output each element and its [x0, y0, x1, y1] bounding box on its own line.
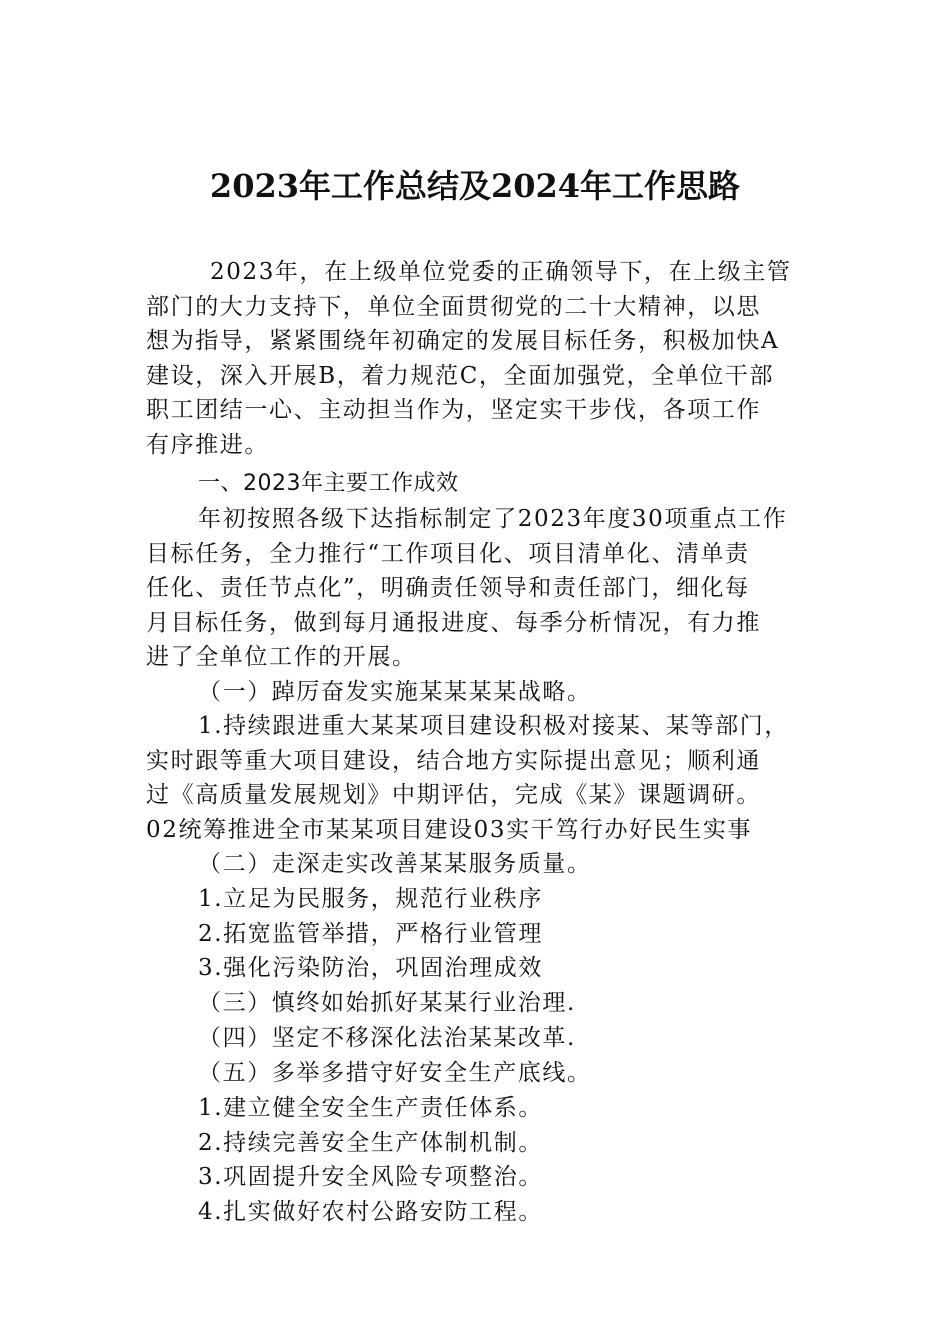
list-item: 3.强化污染防治，巩固治理成效 — [198, 955, 543, 982]
sub1-line: 1.持续跟进重大某某项目建设积极对接某、某等部门， — [198, 713, 789, 739]
document-title: 2023年工作总结及2024年工作思路 — [209, 167, 741, 205]
subsection-heading: （二）走深走实改善某某服务质量。 — [198, 851, 592, 877]
section-heading: 一、2023年主要工作成效 — [198, 471, 459, 496]
subsection-heading: （一）踔厉奋发实施某某某某战略。 — [198, 679, 592, 705]
sub1-line: 过《高质量发展规划》中期评估，完成《某》课题调研。 — [146, 782, 761, 809]
intro-line: 职工团结一心、主动担当作为，坚定实干步伐，各项工作 — [146, 397, 761, 424]
sub5-list — [198, 1091, 858, 1229]
section1-line: 年初按照各级下达指标制定了2023年度30项重点工作 — [198, 506, 788, 532]
intro-paragraph — [146, 255, 806, 463]
list-item: 1.建立健全安全生产责任体系。 — [198, 1095, 543, 1121]
intro-line: 想为指导，紧紧围绕年初确定的发展目标任务，积极加快A — [146, 328, 780, 355]
section1-line: 月目标任务，做到每月通报进度、每季分析情况，有力推 — [146, 609, 761, 636]
subsection-heading: （三）慎终如始抓好某某行业治理. — [198, 990, 576, 1016]
intro-line: 2023年，在上级单位党委的正确领导下，在上级主管 — [210, 259, 792, 285]
intro-line: 部门的大力支持下，单位全面贯彻党的二十大精神，以思 — [146, 293, 761, 320]
intro-line: 建设，深入开展B，着力规范C，全面加强党，全单位干部 — [146, 362, 775, 389]
list-item: 4.扎实做好农村公路安防工程。 — [198, 1198, 543, 1225]
sub1-line: 实时跟等重大项目建设，结合地方实际提出意见；顺利通 — [146, 747, 761, 774]
list-item: 1.立足为民服务，规范行业秩序 — [198, 886, 543, 912]
sub1-line: 02统筹推进全市某某项目建设03实干笃行办好民生实事 — [146, 816, 753, 843]
subsection-heading: （四）坚定不移深化法治某某改革. — [198, 1025, 576, 1051]
section1-paragraph — [146, 502, 806, 675]
section1-line: 进了全单位工作的开展。 — [146, 644, 417, 671]
sub2-list — [198, 882, 858, 986]
list-item: 3.巩固提升安全风险专项整治。 — [198, 1164, 543, 1191]
section1-line: 任化、责任节点化”，明确责任领导和责任部门，细化每 — [146, 575, 750, 602]
subsection-heading: （五）多举多措守好安全生产底线。 — [198, 1060, 592, 1086]
section1-line: 目标任务，全力推行“工作项目化、项目清单化、清单责 — [146, 540, 750, 567]
list-item: 2.持续完善安全生产体制机制。 — [198, 1129, 543, 1156]
intro-line: 有序推进。 — [146, 431, 269, 458]
sub1-paragraph — [146, 709, 806, 847]
list-item: 2.拓宽监管举措，严格行业管理 — [198, 920, 543, 947]
